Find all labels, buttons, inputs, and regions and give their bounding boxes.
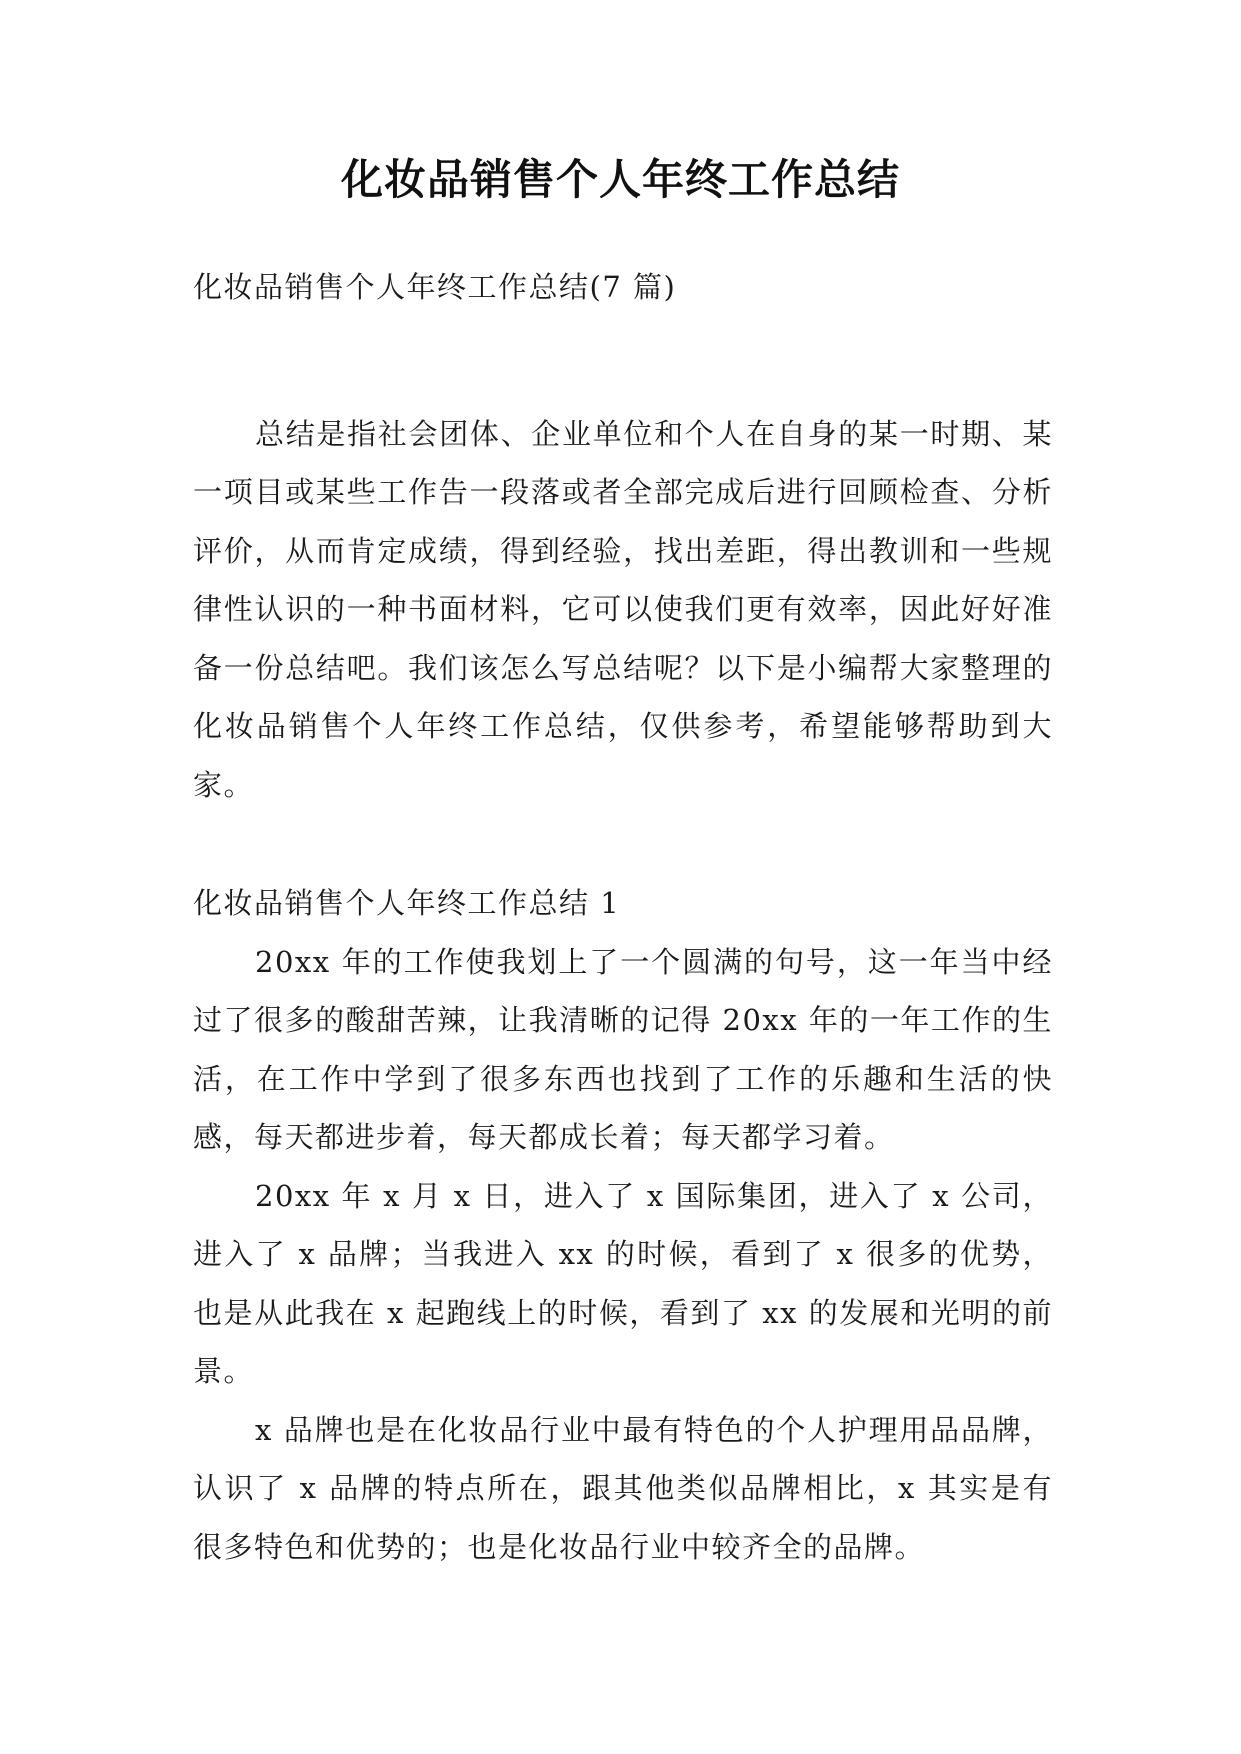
- intro-paragraph: 总结是指社会团体、企业单位和个人在自身的某一时期、某一项目或某些工作告一段落或者全部完成后进行回顾检查、分析评价，从而肯定成绩，得到经验，找出差距，得出教训和一些规律性认识的一种书面材料，它可以使我们更有效率，因此好好准备一份总结吧。我们该怎么写总结呢？以下是小编帮大家整理的化妆品销售个人年终工作总结，仅供参考，希望能够帮助到大家。: [193, 416, 1053, 802]
- document-subtitle: 化妆品销售个人年终工作总结(7 篇): [193, 270, 677, 304]
- document-title: 化妆品销售个人年终工作总结: [340, 155, 900, 204]
- body-paragraph: 20xx 年 x 月 x 日，进入了 x 国际集团，进入了 x 公司，进入了 x 品牌；当我进入 xx 的时候，看到了 x 很多的优势，也是从此我在 x 起跑线上的时候，看到了 xx 的发展和光明的前景。: [193, 1178, 1053, 1388]
- document-body: [193, 258, 1053, 1576]
- section-heading: 化妆品销售个人年终工作总结 1: [193, 886, 621, 920]
- body-paragraph: 20xx 年的工作使我划上了一个圆满的句号，这一年当中经过了很多的酸甜苦辣，让我清晰的记得 20xx 年的一年工作的生活，在工作中学到了很多东西也找到了工作的乐趣和生活的快感，每天都进步着，每天都成长着；每天都学习着。: [193, 944, 1053, 1154]
- body-paragraph: x 品牌也是在化妆品行业中最有特色的个人护理用品品牌，认识了 x 品牌的特点所在，跟其他类似品牌相比，x 其实是有很多特色和优势的；也是化妆品行业中较齐全的品牌。: [193, 1412, 1053, 1564]
